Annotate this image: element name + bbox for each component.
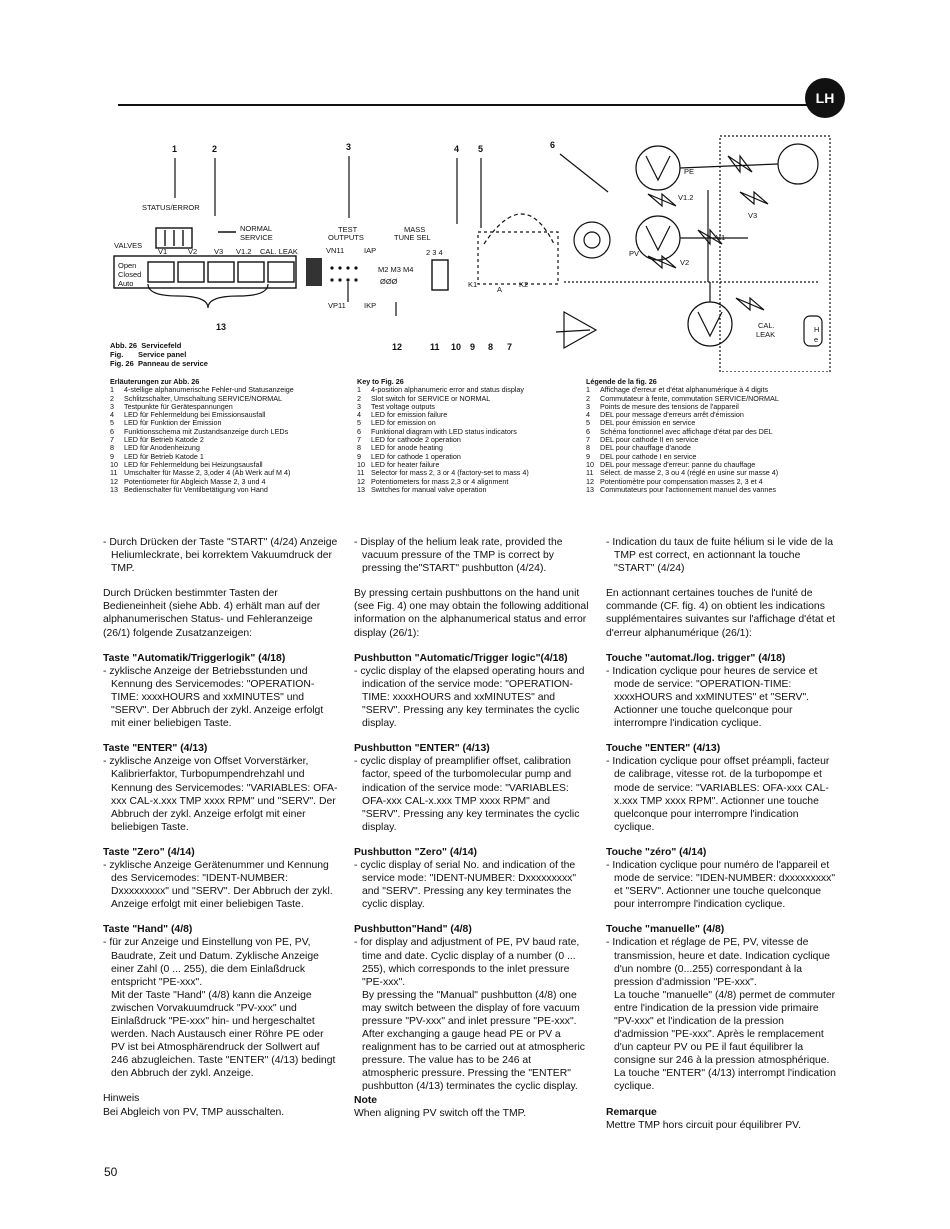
de-s4-body2: Mit der Taste "Hand" (4/8) kann die Anzeige zwischen Vorvakuumdruck "PV-xxx" und Einlaßdruck "PE-xxx" hin- und hergeschaltet werden. Nach Austausch einer Röhre PE oder PV ist bei Atmosphärendruck der Sollwert auf 246 abzugleichen. Taste "ENTER" (4/13) bedingt den Abbruch der zykl. Anzeige.: [111, 989, 336, 1080]
key-item-text: LED for heater failure: [371, 459, 440, 469]
vp11-label: VP11: [328, 301, 346, 310]
key-de-title: Erläuterungen zur Abb. 26: [110, 377, 200, 386]
callout-4: 4: [454, 144, 460, 154]
key-en-title: Key to Fig. 26: [357, 377, 404, 386]
key-item-number: 4: [357, 410, 361, 420]
key-item-text: Potentiometer für Abgleich Masse 2, 3 und 4: [124, 476, 266, 486]
fr-s2-title: Touche "ENTER" (4/13): [606, 743, 721, 755]
en-s2-title: Pushbutton "ENTER" (4/13): [354, 743, 490, 755]
caption-en-label: Fig.: [110, 350, 124, 359]
fr-s2-body: - Indication cyclique pour offset préampli, facteur de calibrage, vitesse rot. de la turbopompe et mode de service: "VARIABLES: OFA-xxx CAL-x.xxx TMP xxxx RPM". Actionner une touche quelconque pour interrompre l'indication cyclique.: [606, 756, 830, 833]
caption-fr-label: Fig. 26: [110, 359, 134, 368]
key-item-text: Funktionsschema mit Zustandsanzeige durch LEDs: [124, 426, 289, 436]
k1-label: K1: [468, 280, 478, 289]
fr-s3-title: Touche "zéro" (4/14): [606, 846, 707, 858]
v12-valve-label: V1.2: [678, 193, 694, 202]
e-label: e: [814, 335, 819, 344]
column-en: [354, 536, 589, 1120]
v1-switch[interactable]: [148, 262, 174, 282]
status-error-label: STATUS/ERROR: [142, 203, 200, 212]
service-panel-diagram: [108, 132, 838, 372]
v3-switch[interactable]: [208, 262, 234, 282]
column-de: [103, 536, 338, 1119]
key-item-number: 9: [586, 451, 590, 461]
key-item-text: LED für Fehlermeldung bei Emissionsausfall: [124, 410, 266, 420]
m234-label: M2 M3 M4: [378, 265, 414, 274]
outputs-label: OUTPUTS: [328, 233, 364, 242]
key-item-number: 1: [357, 385, 361, 395]
v2-switch[interactable]: [178, 262, 204, 282]
key-item-number: 6: [586, 426, 590, 436]
de-s3-body: - zyklische Anzeige Gerätenummer und Kennung des Servicemodes: "IDENT-NUMBER: Dxxxxxxxxx" und "SERV". Der Abbruch der zykl. Anzeige erfolgt mit einer beliebigen Taste.: [103, 859, 333, 911]
de-s4-title: Taste "Hand" (4/8): [103, 924, 193, 936]
caption-fr-text: Panneau de service: [137, 359, 208, 368]
de-s1-body: - zyklische Anzeige der Betriebsstunden und Kennung des Servicemodes: "OPERATION-TIME: xxxxHOURS and xxMINUTES" und "SERV". Der Abbruch der zykl. Anzeige erfolgt mit einer beliebigen Taste.: [103, 665, 324, 730]
slot-switch[interactable]: [306, 258, 322, 286]
key-item: [586, 486, 836, 494]
key-item-text: Slot switch for SERVICE or NORMAL: [371, 393, 491, 403]
ikp-label: IKP: [364, 301, 377, 310]
key-item-number: 7: [357, 435, 361, 445]
en-s4-body: - for display and adjustment of PE, PV baud rate, time and date. Cyclic display of a number (0 ... 255), which corresponds to the inlet pressure "PE-xxx".: [354, 937, 580, 988]
key-item-number: 8: [357, 443, 361, 453]
key-item-text: LED für Fehlermeldung bei Heizungsausfall: [124, 459, 263, 469]
de-s2-title: Taste "ENTER" (4/13): [103, 743, 208, 755]
fr-s3-body: - Indication cyclique pour numéro de l'appareil et mode de service: "IDEN-NUMBER: dxxxxxxxxx" et "SERV". Actionner une touche quelconque pour interrompre l'indication cyclique.: [606, 859, 836, 911]
callout-7: 7: [507, 342, 513, 352]
callout-6: 6: [550, 140, 556, 150]
key-item-number: 4: [586, 410, 590, 420]
fr-intro: En actionnant certaines touches de l'unité de commande (CF. fig. 4) on obtient les indications supplémentaires suivantes sur l'affichage d'état et d'erreur alphanumérique (26/1):: [606, 588, 836, 639]
v12-label: V1.2: [236, 247, 252, 256]
fr-note-body: Mettre TMP hors circuit pour équilibrer PV.: [606, 1119, 802, 1131]
key-fr: [586, 378, 836, 494]
key-item-number: 10: [357, 459, 365, 469]
key-item-text: LED für Betrieb Katode 1: [124, 451, 204, 461]
key-item: [110, 486, 350, 494]
key-item-number: 8: [586, 443, 590, 453]
key-item-number: 12: [110, 476, 118, 486]
key-item-text: Potentiometers for mass 2,3 or 4 alignment: [371, 476, 509, 486]
en-s3-title: Pushbutton "Zero" (4/14): [354, 846, 477, 858]
key-item-number: 7: [586, 435, 590, 445]
key-item-text: Test voltage outputs: [371, 401, 435, 411]
a-label: A: [497, 285, 503, 294]
de-s3-title: Taste "Zero" (4/14): [103, 846, 195, 858]
open-label: Open: [118, 261, 137, 270]
de-s1-title: Taste "Automatik/Triggerlogik" (4/18): [103, 652, 286, 664]
fr-s4-body2: La touche "manuelle" (4/8) permet de commuter entre l'indication de la pression vide primaire "PV-xxx" et l'indication de la pression d'admission "PE-xxx". Après le remplacement d'un capteur PV ou PE il faut équilibrer la consigne sur 246 à la pression atmosphérique. La touche "ENTER" (4/13) interrompt l'indication cyclique.: [614, 989, 836, 1093]
company-logo: [805, 78, 845, 118]
key-item-text: LED für Funktion der Emission: [124, 418, 222, 428]
key-item-text: Points de mesure des tensions de l'appareil: [600, 401, 739, 411]
n234-label: 2 3 4: [426, 248, 443, 257]
key-item: [357, 486, 585, 494]
callout-9: 9: [470, 342, 476, 352]
callout-11: 11: [430, 342, 440, 352]
key-item-number: 5: [586, 418, 590, 428]
test-label: TEST: [338, 225, 358, 234]
page-number: 50: [104, 1165, 118, 1179]
callout-8: 8: [488, 342, 494, 352]
fr-s1-body: - Indication cyclique pour heures de service et mode de service: "OPERATION-TIME: xxxxHOURS and xxMINUTES" et "SERV". Actionner une touche quelconque pour interrompre l'indication cyclique.: [606, 665, 818, 730]
en-intro: By pressing certain pushbuttons on the hand unit (see Fig. 4) one may obtain the following additional information on the alphanumerical status and error display (26/1):: [354, 588, 589, 639]
key-item-number: 5: [110, 418, 114, 428]
fr-s1-title: Touche "automat./log. trigger" (4/18): [606, 652, 786, 664]
key-en: [357, 378, 585, 494]
fr-s4-body: - Indication et réglage de PE, PV, vitesse de transmission, heure et date. Indication cyclique d'un nombre (0...255) correspondant à la pression d'admission "PE-xxx".: [606, 937, 831, 988]
key-item-number: 3: [110, 401, 114, 411]
de-s4-body: - für zur Anzeige und Einstellung von PE, PV, Baudrate, Zeit und Datum. Zyklische Anzeige einer Zahl (0 ... 255), die dem Einlaßdruck entspricht "PE-xxx".: [103, 937, 319, 988]
en-s3-body: - cyclic display of serial No. and indication of the service mode: "IDENT-NUMBER: Dxxxxxxxxx" and "SERV". Pressing any key terminates the cyclic display.: [354, 859, 577, 911]
key-item-number: 11: [357, 468, 365, 478]
key-item-text: Commutateurs pour l'actionnement manuel des vannes: [600, 484, 776, 494]
key-item-text: Schlitzschalter, Umschaltung SERVICE/NORMAL: [124, 393, 283, 403]
key-item-number: 1: [110, 385, 114, 395]
key-item-text: Funktional diagram with LED status indicators: [371, 426, 517, 436]
key-item-text: DEL pour cathode II en service: [600, 435, 699, 445]
pe-label: PE: [684, 167, 695, 176]
callout-1: 1: [172, 144, 178, 154]
key-item-number: 3: [586, 401, 590, 411]
key-item-number: 10: [586, 459, 594, 469]
key-item-text: DEL pour message d'erreur: panne du chauffage: [600, 459, 756, 469]
tune-sel-label: TUNE SEL: [394, 233, 431, 242]
key-item-text: Affichage d'erreur et d'état alphanumérique à 4 digits: [600, 385, 769, 395]
key-item-text: Bedienschalter für Ventilbetätigung von Hand: [124, 484, 268, 494]
key-item-text: LED for cathode 1 operation: [371, 451, 461, 461]
key-item-text: DEL pour cathode I en service: [600, 451, 697, 461]
cal-leak-label: CAL. LEAK: [260, 247, 298, 256]
key-item-number: 2: [586, 393, 590, 403]
fr-s4-title: Touche "manuelle" (4/8): [606, 924, 725, 936]
key-item-number: 13: [357, 484, 365, 494]
key-item-text: Switches for manual valve operation: [371, 484, 487, 494]
leak-label: LEAK: [756, 330, 776, 339]
key-item-number: 3: [357, 401, 361, 411]
h-label: H: [814, 325, 820, 334]
key-item-text: 4-position alphanumeric error and status display: [371, 385, 525, 395]
key-de: [110, 378, 350, 494]
pv-label: PV: [629, 249, 640, 258]
key-item-text: LED for emission failure: [371, 410, 448, 420]
v1-label: V1: [158, 247, 168, 256]
key-item-number: 8: [110, 443, 114, 453]
cal-label: CAL.: [758, 321, 775, 330]
de-intro-bullet: - Durch Drücken der Taste "START" (4/24) Anzeige Heliumleckrate, bei korrektem Vakuumdruck der TMP.: [103, 537, 338, 575]
cal-leak-switch[interactable]: [268, 262, 294, 282]
key-item-text: Umschalter für Masse 2, 3,oder 4 (Ab Werk auf M 4): [124, 468, 291, 478]
key-item-text: DEL pour émission en service: [600, 418, 696, 428]
key-item-text: 4-stellige alphanumerische Fehler-und Statusanzeige: [124, 385, 294, 395]
forepump-icon: [688, 302, 732, 346]
caption-en-text: Service panel: [137, 350, 187, 359]
fr-note-title: Remarque: [606, 1106, 657, 1118]
key-item-number: 7: [110, 435, 114, 445]
key-item-number: 6: [110, 426, 114, 436]
v2-label: V2: [188, 247, 198, 256]
key-item-text: Testpunkte für Gerätespannungen: [124, 401, 233, 411]
key-item-number: 13: [586, 484, 594, 494]
en-note-title: Note: [354, 1094, 378, 1106]
callout-12: 12: [392, 342, 403, 352]
key-item-number: 6: [357, 426, 361, 436]
v3-label: V3: [214, 247, 224, 256]
v12-switch[interactable]: [238, 262, 264, 282]
iap-label: IAP: [364, 246, 377, 255]
valves-label: VALVES: [114, 241, 143, 250]
en-s4-body2: By pressing the "Manual" pushbutton (4/8) one may switch between the display of fore vacuum pressure "PV-xxx" and inlet pressure "PE-xxx". After exchanging a gauge head PE or PV a realignment has to be carried out at atmospheric pressure. The value has to be 246 at atmospheric pressure. Pressing the "ENTER" pushbutton (4/13) terminates the cyclic display.: [362, 989, 585, 1093]
key-item-text: LED for emission on: [371, 418, 436, 428]
key-item-number: 10: [110, 459, 118, 469]
key-item-text: Selector for mass 2, 3 or 4 (factory-set to mass 4): [371, 468, 529, 478]
caption-de-label: Abb. 26: [110, 341, 138, 350]
en-s1-title: Pushbutton "Automatic/Trigger logic"(4/18): [354, 652, 568, 664]
de-note-title: Hinweis: [103, 1093, 140, 1105]
callout-13: 13: [216, 322, 227, 332]
callout-10: 10: [451, 342, 462, 352]
key-item-number: 9: [110, 451, 114, 461]
tmp-pump-icon: [778, 144, 818, 184]
key-item-number: 11: [110, 468, 118, 478]
key-item-number: 5: [357, 418, 361, 428]
key-item-text: DEL pour message d'erreurs arrêt d'émission: [600, 410, 744, 420]
key-item-number: 13: [110, 484, 118, 494]
key-item-number: 9: [357, 451, 361, 461]
service-label: SERVICE: [240, 233, 273, 242]
key-item-number: 12: [357, 476, 365, 486]
key-item-number: 4: [110, 410, 114, 420]
normal-label: NORMAL: [240, 224, 273, 233]
de-s2-body: - zyklische Anzeige von Offset Vorverstärker, Kalibrierfaktor, Turbopumpendrehzahl und Kennung des Servicemodes: "VARIABLES: OFA-xxx CAL-x.xxx TMP xxxx RPM" und "SERV". Der Abbruch der zykl. Anzeige erfolgt mit einer beliebigen Taste.: [103, 756, 338, 833]
callout-5: 5: [478, 144, 484, 154]
key-item-text: LED für Betrieb Katode 2: [124, 435, 204, 445]
key-item-number: 1: [586, 385, 590, 395]
key-fr-title: Légende de la fig. 26: [586, 377, 657, 386]
figure-caption: [110, 341, 208, 368]
column-fr: [606, 536, 841, 1132]
key-item-text: LED für Anodenheizung: [124, 443, 200, 453]
key-item-text: Schéma fonctionnel avec affichage d'état par des DEL: [600, 426, 773, 436]
key-item-text: DEL pour chauffage d'anode: [600, 443, 691, 453]
de-intro: Durch Drücken bestimmter Tasten der Bedieneinheit (siehe Abb. 4) erhält man auf der alphanumerischen Status- und Fehleranzeige (26/1) folgende Zusatzanzeigen:: [103, 588, 321, 639]
caption-de-text: Servicefeld: [141, 341, 182, 350]
key-item-text: LED for cathode 2 operation: [371, 435, 461, 445]
header-rule: [118, 104, 828, 106]
key-item-text: Potentiomètre pour compensation masses 2, 3 et 4: [600, 476, 763, 486]
vn11-label: VN11: [326, 246, 345, 255]
auto-label: Auto: [118, 279, 134, 288]
key-item-number: 2: [110, 393, 114, 403]
key-item-number: 12: [586, 476, 594, 486]
mass-selector[interactable]: [432, 260, 448, 290]
en-note-body: When aligning PV switch off the TMP.: [354, 1107, 527, 1119]
pe-gauge-icon: [636, 146, 680, 190]
en-intro-bullet: - Display of the helium leak rate, provided the vacuum pressure of the TMP is correct by pressing the"START" pushbutton (4/24).: [354, 537, 563, 575]
key-item-text: LED for anode heating: [371, 443, 443, 453]
en-s4-title: Pushbutton"Hand" (4/8): [354, 924, 472, 936]
en-s2-body: - cyclic display of preamplifier offset, calibration factor, speed of the turbomolecular pump and indication of the service mode: "VARIABLES: OFA-xxx CAL-x.xxx TMP xxxx RPM" and "SERV". Pressing any key terminates the cyclic display.: [354, 756, 580, 833]
service-panel-svg: [108, 132, 838, 372]
mass-label: MASS: [404, 225, 426, 234]
closed-label: Closed: [118, 270, 142, 279]
fr-intro-bullet: - Indication du taux de fuite hélium si le vide de la TMP est correct, en actionnant la touche "START" (4/24): [606, 537, 833, 575]
key-item-text: Commutateur à fente, commutation SERVICE/NORMAL: [600, 393, 779, 403]
v1-valve-label: V1: [716, 233, 726, 242]
v3-valve-label: V3: [748, 211, 758, 220]
key-item-number: 2: [357, 393, 361, 403]
logo-text: LH: [815, 90, 835, 106]
callout-3: 3: [346, 142, 352, 152]
v2-valve-label: V2: [680, 258, 690, 267]
de-note-body: Bei Abgleich von PV, TMP ausschalten.: [103, 1106, 285, 1118]
k2-label: K2: [519, 280, 529, 289]
en-s1-body: - cyclic display of the elapsed operating hours and indication of the service mode: "OPERATION-TIME: xxxxHOURS and xxMINUTES" and "SERV". Pressing any key terminates the cyclic display.: [354, 665, 585, 730]
key-item-number: 11: [586, 468, 594, 478]
pv-gauge-icon: [636, 216, 680, 260]
callout-2: 2: [212, 144, 218, 154]
zeros-label: ØØØ: [380, 277, 398, 286]
key-item-text: Sélect. de masse 2, 3 ou 4 (réglé en usine sur masse 4): [600, 468, 779, 478]
